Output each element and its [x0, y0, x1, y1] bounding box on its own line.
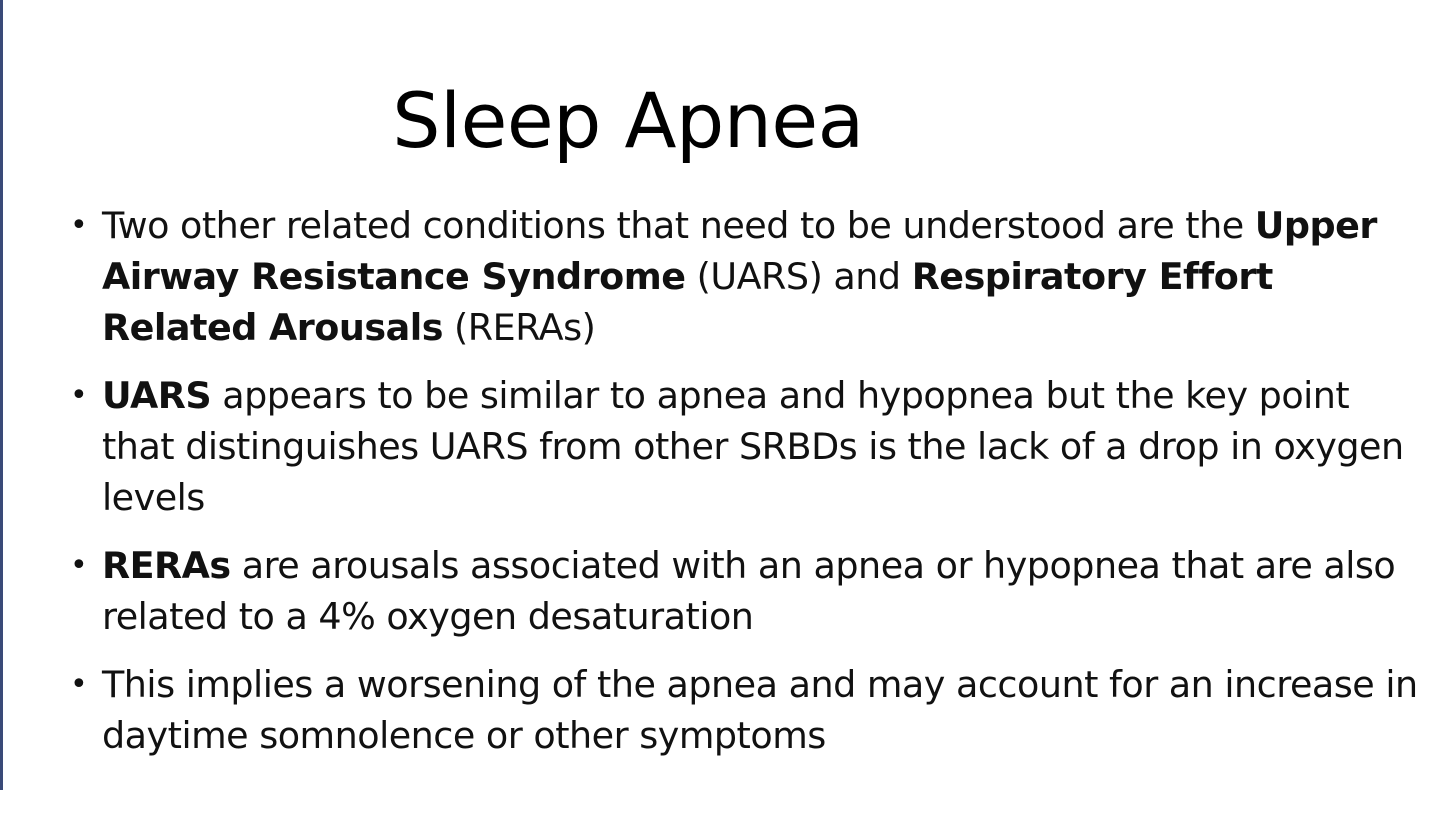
bullet-text-bold: Upper Airway Resistance Syndrome — [102, 204, 1377, 298]
bullet-item — [68, 659, 1418, 761]
bullet-item — [68, 200, 1418, 353]
bullet-text-part: This implies a worsening of the apnea and may account for an increase in daytime somnolence or other symptoms — [102, 663, 1418, 757]
bullet-text-bold: RERAs — [102, 544, 231, 587]
bullet-dot: • — [70, 548, 88, 583]
bullet-dot: • — [70, 667, 88, 702]
bullet-item — [68, 370, 1418, 523]
bullet-text-bold: Respiratory Effort Related Arousals — [102, 255, 1273, 349]
bullet-list — [68, 200, 1418, 778]
bullet-text-part: (UARS) and — [685, 255, 912, 298]
slide-title: Sleep Apnea — [392, 75, 864, 165]
bullet-dot: • — [70, 378, 88, 413]
bullet-item — [68, 540, 1418, 642]
bullet-text-part: (RERAs) — [442, 306, 596, 349]
bullet-text-part: appears to be similar to apnea and hypopnea but the key point that distinguishes UARS from other SRBDs is the lack of a drop in oxygen levels — [102, 374, 1404, 519]
bullet-text-part: Two other related conditions that need to be understood are the — [102, 204, 1255, 247]
bullet-text-part: are arousals associated with an apnea or hypopnea that are also related to a 4% oxygen desaturation — [102, 544, 1396, 638]
bullet-dot: • — [70, 208, 88, 243]
bullet-text-bold: UARS — [102, 374, 212, 417]
